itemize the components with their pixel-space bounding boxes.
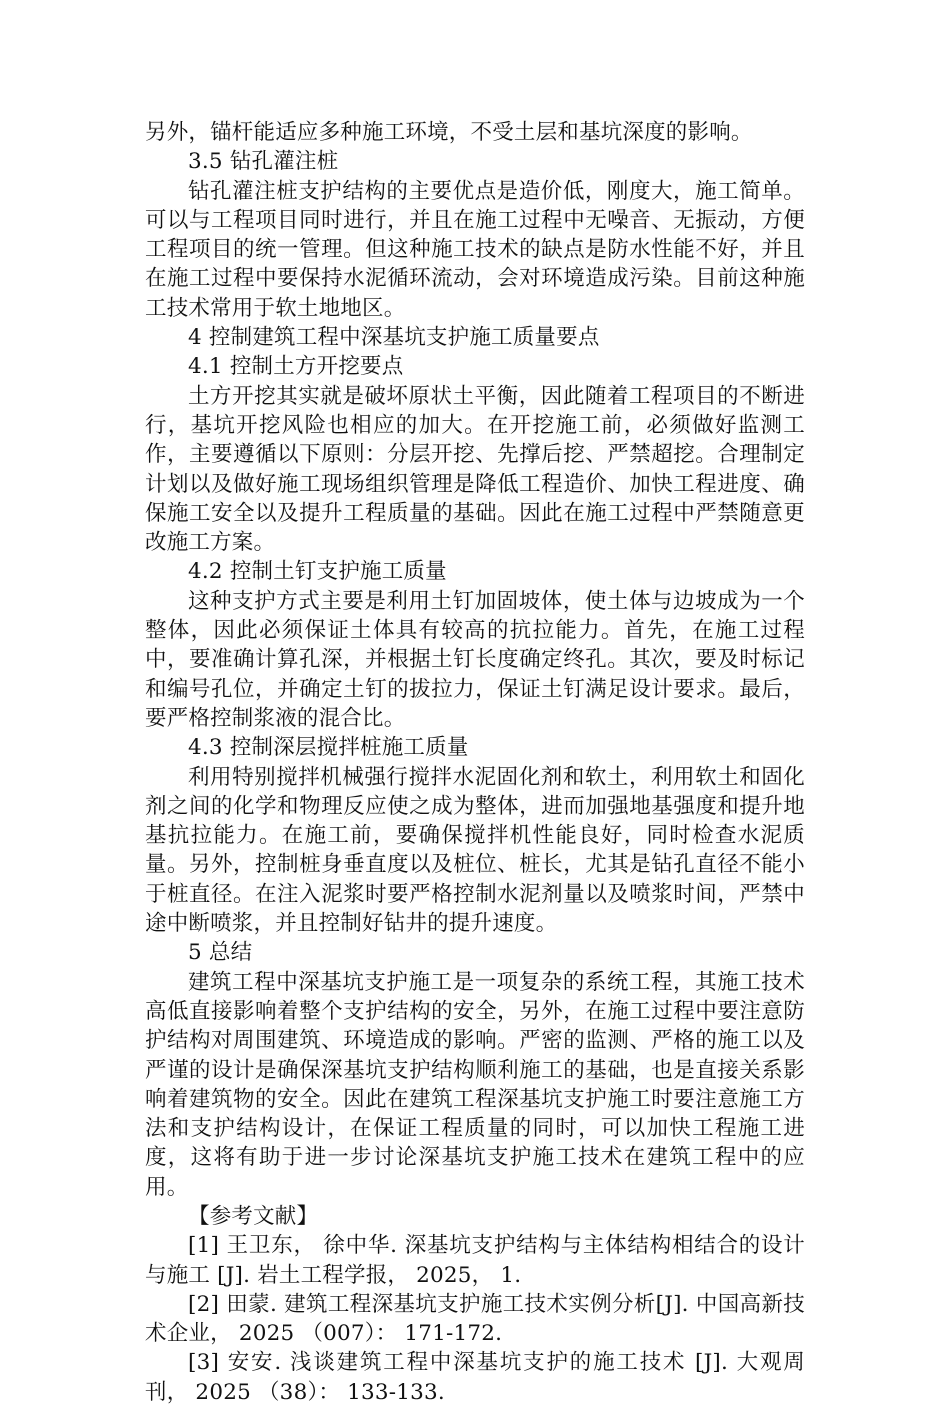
paragraph: 另外，锚杆能适应多种施工环境，不受土层和基坑深度的影响。: [145, 120, 753, 145]
document-page: [145, 118, 805, 1407]
paragraph: 土方开挖其实就是破坏原状土平衡，因此随着工程项目的不断进行，基坑开挖风险也相应的加大。在开挖施工前，必须做好监测工作，主要遵循以下原则：分层开挖、先撑后挖、严禁超挖。合理制定计划以及做好施工现场组织管理是降低工程造价、加快工程进度、确保施工安全以及提升工程质量的基础。因此在施工过程中严禁随意更改施工方案。: [145, 383, 805, 556]
paragraph: 钻孔灌注桩支护结构的主要优点是造价低，刚度大，施工简单。可以与工程项目同时进行，并且在施工过程中无噪音、无振动，方便工程项目的统一管理。但这种施工技术的缺点是防水性能不好，并且在施工过程中要保持水泥循环流动，会对环境造成污染。目前这种施工技术常用于软土地地区。: [145, 178, 805, 321]
paragraph: 利用特别搅拌机械强行搅拌水泥固化剂和软土，利用软土和固化剂之间的化学和物理反应使之成为整体，进而加强地基强度和提升地基抗拉能力。在施工前，要确保搅拌机性能良好，同时检查水泥质量。另外，控制桩身垂直度以及桩位、桩长，尤其是钻孔直径不能小于桩直径。在注入泥浆时要严格控制水泥剂量以及喷浆时间，严禁中途中断喷浆，并且控制好钻井的提升速度。: [145, 764, 805, 937]
section-heading: 3.5 钻孔灌注桩: [188, 149, 339, 175]
section-heading: 4.3 控制深层搅拌桩施工质量: [188, 735, 469, 761]
section-heading: 4 控制建筑工程中深基坑支护施工质量要点: [188, 325, 600, 351]
references-title: 【参考文献】: [188, 1203, 319, 1229]
paragraph: 这种支护方式主要是利用土钉加固坡体，使土体与边坡成为一个整体，因此必须保证土体具有较高的抗拉能力。首先，在施工过程中，要准确计算孔深，并根据土钉长度确定终孔。其次，要及时标记和编号孔位，并确定土钉的拔拉力，保证土钉满足设计要求。最后，要严格控制浆液的混合比。: [145, 588, 805, 731]
reference-item: [3] 安安. 浅谈建筑工程中深基坑支护的施工技术 [J]. 大观周刊， 2025 （38）： 133-133.: [145, 1350, 805, 1405]
reference-item: [2] 田蒙. 建筑工程深基坑支护施工技术实例分析[J]. 中国高新技术企业， 2025 （007）： 171-172.: [145, 1291, 805, 1347]
section-heading: 4.2 控制土钉支护施工质量: [188, 559, 447, 585]
paragraph: 建筑工程中深基坑支护施工是一项复杂的系统工程，其施工技术高低直接影响着整个支护结构的安全，另外，在施工过程中要注意防护结构对周围建筑、环境造成的影响。严密的监测、严格的施工以及严谨的设计是确保深基坑支护结构顺利施工的基础，也是直接关系影响着建筑物的安全。因此在建筑工程深基坑支护施工时要注意施工方法和支护结构设计，在保证工程质量的同时，可以加快工程施工进度，这将有助于进一步讨论深基坑支护施工技术在建筑工程中的应用。: [145, 969, 805, 1200]
section-heading: 5 总结: [188, 940, 253, 966]
section-heading: 4.1 控制土方开挖要点: [188, 354, 404, 380]
reference-item: [1] 王卫东， 徐中华. 深基坑支护结构与主体结构相结合的设计与施工 [J]. 岩土工程学报， 2025， 1.: [145, 1233, 805, 1288]
